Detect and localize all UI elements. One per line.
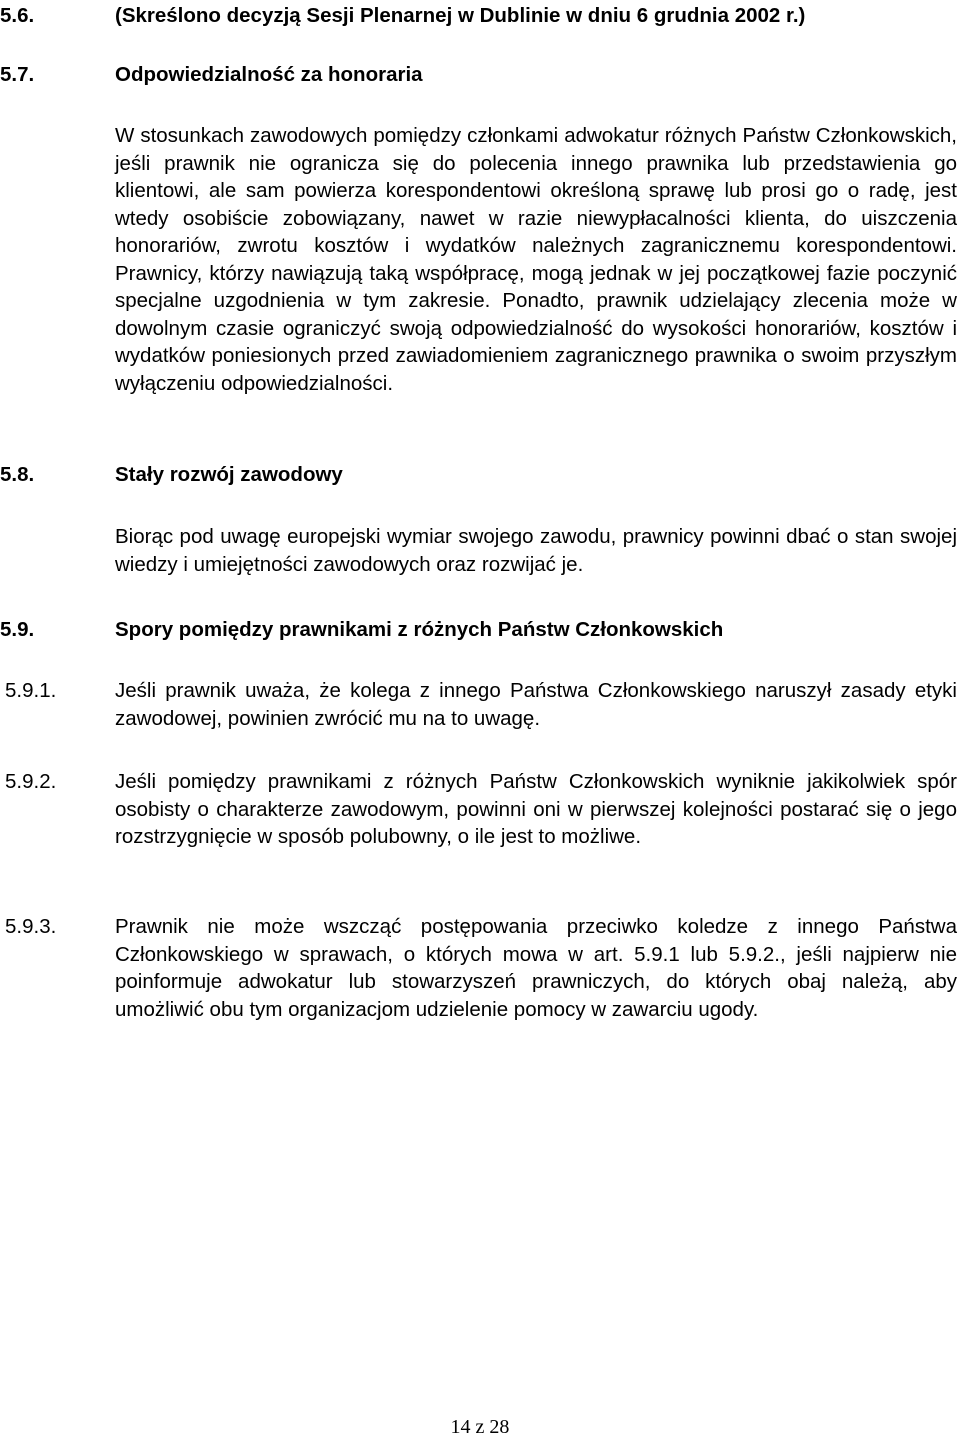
section-number: 5.9. — [0, 618, 35, 641]
section-number: 5.6. — [0, 4, 35, 27]
section-heading: Stały rozwój zawodowy — [115, 463, 343, 486]
section-paragraph: W stosunkach zawodowych pomiędzy członkami adwokatur różnych Państw Członkowskich, jeśli prawnik nie ogranicza się do polecenia innego prawnika lub przedstawienia go klientowi, ale sam powierza korespondentowi określoną sprawę lub prosi go o radę, jest wtedy osobiście zobowiązany, nawet w razie niewypłacalności klienta, do uiszczenia honorariów, zwrotu kosztów i wydatków należnych zagranicznemu korespondentowi. Prawnicy, którzy nawiązują taką współpracę, mogą jednak w jej początkowej fazie poczynić specjalne uzgodnienia w tym zakresie. Ponadto, prawnik udzielający zlecenia może w dowolnym czasie ograniczyć swoją odpowiedzialność do wysokości honorariów, kosztów i wydatków poniesionych przed zawiadomieniem zagranicznego prawnika o swoim przyszłym wyłączeniu odpowiedzialności. — [115, 124, 957, 395]
section-heading: (Skreślono decyzją Sesji Plenarnej w Dublinie w dniu 6 grudnia 2002 r.) — [115, 4, 806, 27]
section-paragraph: Jeśli pomiędzy prawnikami z różnych Państw Członkowskich wyniknie jakikolwiek spór osobisty o charakterze zawodowym, powinni oni w pierwszej kolejności postarać się o jego rozstrzygnięcie w sposób polubowny, o ile jest to możliwe. — [115, 770, 957, 848]
section-paragraph: Prawnik nie może wszcząć postępowania przeciwko koledze z innego Państwa Członkowskiego w sprawach, o których mowa w art. 5.9.1 lub 5.9.2., jeśli najpierw nie poinformuje adwokatur lub stowarzyszeń prawniczych, do których obaj należą, aby umożliwić obu tym organizacjom udzielenie pomocy w zawarciu ugody. — [115, 915, 957, 1021]
section-number: 5.9.3. — [5, 915, 57, 938]
section-number: 5.7. — [0, 63, 35, 86]
section-number: 5.9.1. — [5, 679, 57, 702]
section-number: 5.8. — [0, 463, 35, 486]
section-heading: Odpowiedzialność za honoraria — [115, 63, 423, 86]
section-paragraph: Biorąc pod uwagę europejski wymiar swojego zawodu, prawnicy powinni dbać o stan swojej wiedzy i umiejętności zawodowych oraz rozwijać je. — [115, 525, 957, 576]
page-number: 14 z 28 — [450, 1416, 510, 1438]
section-number: 5.9.2. — [5, 770, 57, 793]
section-paragraph: Jeśli prawnik uważa, że kolega z innego Państwa Członkowskiego naruszył zasady etyki zawodowej, powinien zwrócić mu na to uwagę. — [115, 679, 957, 730]
section-heading: Spory pomiędzy prawnikami z różnych Państw Członkowskich — [115, 618, 724, 641]
